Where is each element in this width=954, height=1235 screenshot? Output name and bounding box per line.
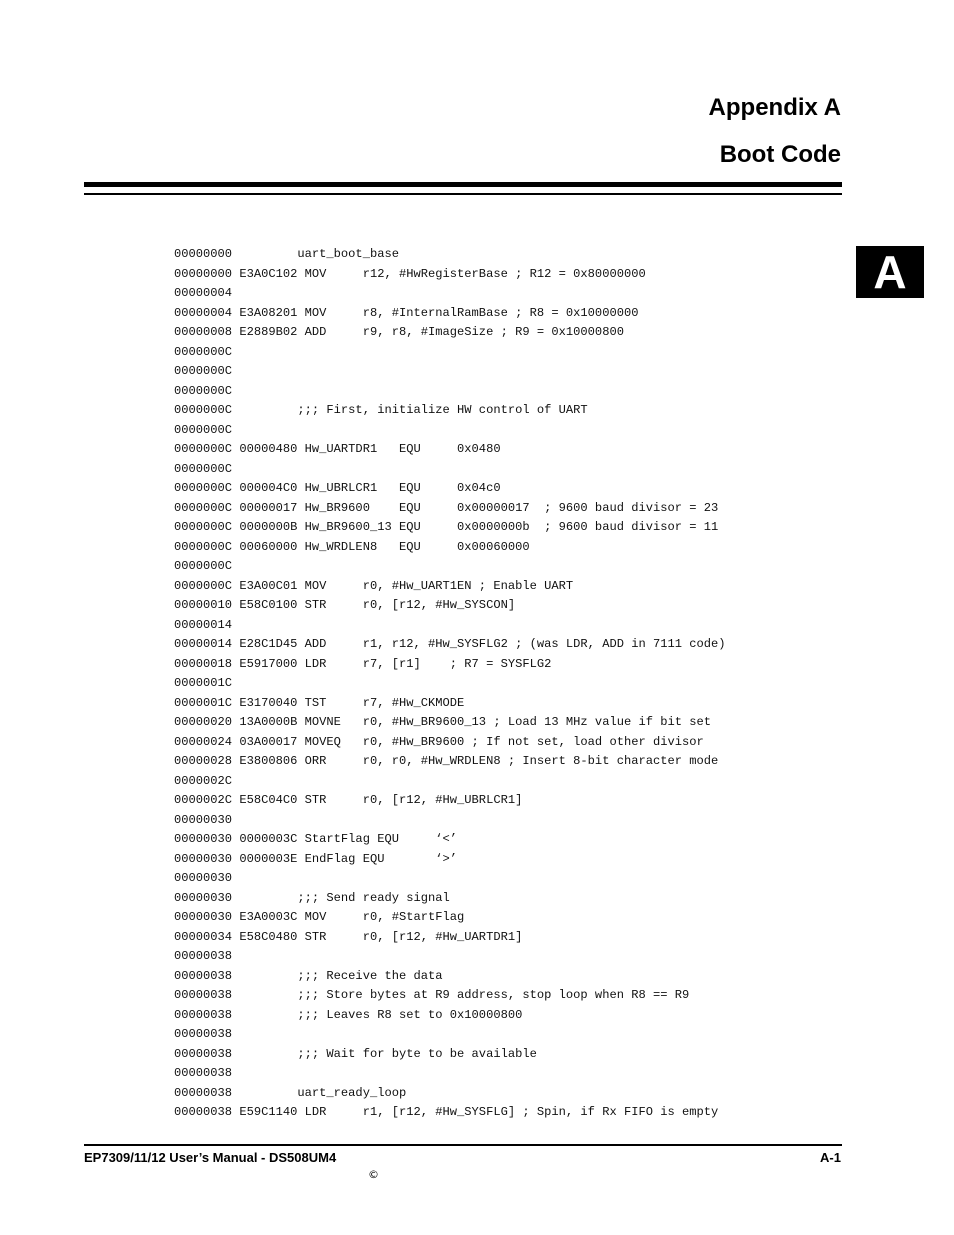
header-rule-thin: [84, 193, 842, 195]
code-line: 00000030: [174, 871, 233, 885]
code-line: 0000000C: [174, 559, 233, 573]
code-line: 0000000C 00060000 Hw_WRDLEN8 EQU 0x00060000: [174, 539, 530, 554]
code-line: 0000001C E3170040 TST r7, #Hw_CKMODE: [174, 695, 465, 710]
footer-manual-title: EP7309/11/12 User’s Manual - DS508UM4: [84, 1150, 337, 1165]
code-line: 00000020 13A0000B MOVNE r0, #Hw_BR9600_13 ; Load 13 MHz value if bit set: [174, 715, 712, 729]
code-line: 00000014: [174, 617, 233, 632]
code-line: 00000030 0000003E EndFlag EQU ‘>’: [174, 851, 458, 866]
code-line: 00000030 ;;; Send ready signal: [174, 890, 450, 905]
code-line: 00000028 E3800806 ORR r0, r0, #Hw_WRDLEN8 ; Insert 8-bit character mode: [174, 754, 719, 768]
code-line: 00000000 uart_boot_base: [174, 247, 399, 261]
code-line: 00000024 03A00017 MOVEQ r0, #Hw_BR9600 ; If not set, load other divisor: [174, 734, 704, 749]
footer-page-number: A-1: [820, 1150, 841, 1165]
code-line: 00000008 E2889B02 ADD r9, r8, #ImageSize ; R9 = 0x10000800: [174, 325, 624, 339]
copyright-symbol: ©: [368, 1168, 379, 1181]
code-line: 00000038 ;;; Receive the data: [174, 968, 443, 983]
code-line: 0000000C 00000480 Hw_UARTDR1 EQU 0x0480: [174, 442, 501, 456]
code-line: 0000000C 00000017 Hw_BR9600 EQU 0x00000017 ; 9600 baud divisor = 23: [174, 500, 719, 515]
code-line: 0000000C: [174, 383, 233, 398]
code-line: 0000002C: [174, 773, 233, 788]
code-line: 00000038: [174, 1027, 233, 1041]
appendix-title: Appendix A: [708, 94, 841, 121]
code-line: 00000030 E3A0003C MOV r0, #StartFlag: [174, 910, 465, 924]
code-line: 00000038 E59C1140 LDR r1, [r12, #Hw_SYSFLG] ; Spin, if Rx FIFO is empty: [174, 1105, 719, 1119]
code-line: 00000038: [174, 1066, 233, 1080]
code-line: 00000010 E58C0100 STR r0, [r12, #Hw_SYSCON]: [174, 598, 516, 612]
code-line: 00000000 E3A0C102 MOV r12, #HwRegisterBase ; R12 = 0x80000000: [174, 266, 646, 281]
code-line: 0000002C E58C04C0 STR r0, [r12, #Hw_UBRLCR1]: [174, 793, 523, 807]
code-line: 00000038 ;;; Store bytes at R9 address, stop loop when R8 == R9: [174, 988, 690, 1002]
section-title: Boot Code: [719, 141, 841, 168]
code-line: 0000000C: [174, 461, 233, 476]
code-line: 00000030 0000003C StartFlag EQU ‘<’: [174, 832, 458, 846]
code-line: 00000038: [174, 949, 233, 963]
code-listing: [174, 245, 726, 1123]
code-line: 00000004: [174, 286, 233, 300]
code-line: 0000000C: [174, 422, 233, 437]
code-line: 0000000C 0000000B Hw_BR9600_13 EQU 0x0000000b ; 9600 baud divisor = 11: [174, 520, 719, 534]
chapter-tab: A: [856, 246, 924, 298]
code-line: 00000038 uart_ready_loop: [174, 1085, 407, 1100]
code-line: 0000000C ;;; First, initialize HW control of UART: [174, 403, 588, 417]
code-line: 0000000C E3A00C01 MOV r0, #Hw_UART1EN ; Enable UART: [174, 578, 574, 593]
code-line: 00000004 E3A08201 MOV r8, #InternalRamBase ; R8 = 0x10000000: [174, 305, 639, 320]
code-line: 00000038 ;;; Leaves R8 set to 0x10000800: [174, 1007, 523, 1022]
header-rule-thick: [84, 182, 842, 187]
code-line: 00000038 ;;; Wait for byte to be available: [174, 1046, 537, 1061]
code-line: 00000014 E28C1D45 ADD r1, r12, #Hw_SYSFLG2 ; (was LDR, ADD in 7111 code): [174, 637, 726, 651]
code-line: 00000018 E5917000 LDR r7, [r1] ; R7 = SYSFLG2: [174, 656, 552, 671]
code-line: 0000000C: [174, 364, 233, 378]
code-line: 0000001C: [174, 676, 233, 690]
code-line: 00000030: [174, 812, 233, 827]
code-line: 00000034 E58C0480 STR r0, [r12, #Hw_UARTDR1]: [174, 929, 523, 944]
code-line: 0000000C 000004C0 Hw_UBRLCR1 EQU 0x04c0: [174, 481, 501, 495]
footer-rule: [84, 1144, 842, 1146]
code-line: 0000000C: [174, 344, 233, 359]
